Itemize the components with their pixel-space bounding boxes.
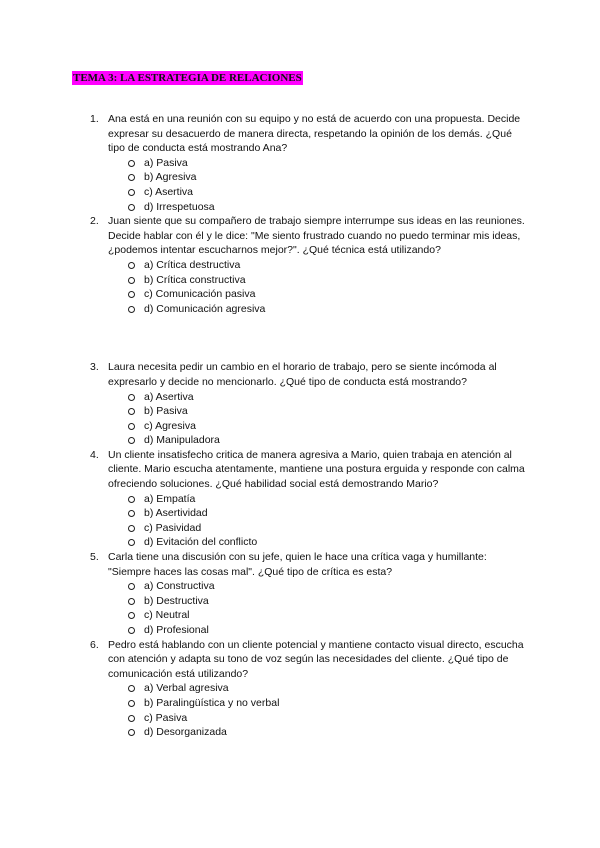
option-item bbox=[108, 711, 530, 726]
option-text: b) Destructiva bbox=[144, 594, 209, 607]
question-item bbox=[72, 448, 530, 550]
option-item bbox=[108, 535, 530, 550]
option-text: b) Paralingüística y no verbal bbox=[144, 696, 280, 709]
question-item bbox=[72, 638, 530, 740]
circle-bullet-icon bbox=[128, 510, 135, 517]
option-text: b) Agresiva bbox=[144, 171, 197, 184]
option-text: c) Asertiva bbox=[144, 185, 194, 198]
option-list bbox=[108, 579, 530, 637]
option-text: c) Comunicación pasiva bbox=[144, 288, 256, 301]
option-text: c) Neutral bbox=[144, 609, 190, 622]
option-item bbox=[108, 492, 530, 507]
option-list bbox=[108, 390, 530, 448]
option-text: a) Constructiva bbox=[144, 580, 215, 593]
option-item bbox=[108, 287, 530, 302]
option-text: a) Verbal agresiva bbox=[144, 682, 229, 695]
option-item bbox=[108, 156, 530, 171]
option-text: c) Pasiva bbox=[144, 711, 188, 724]
option-text: a) Crítica destructiva bbox=[144, 258, 241, 271]
option-text: d) Evitación del conflicto bbox=[144, 536, 258, 549]
question-text: Laura necesita pedir un cambio en el horario de trabajo, pero se siente incómoda al expresarlo y decide no mencionarlo. ¿Qué tipo de conducta está mostrando? bbox=[108, 361, 497, 388]
circle-bullet-icon bbox=[128, 204, 135, 211]
circle-bullet-icon bbox=[128, 277, 135, 284]
option-item bbox=[108, 681, 530, 696]
option-list bbox=[108, 258, 530, 316]
option-item bbox=[108, 521, 530, 536]
option-item bbox=[108, 608, 530, 623]
question-item bbox=[72, 214, 530, 316]
question-number: 2. bbox=[90, 215, 99, 228]
circle-bullet-icon bbox=[128, 525, 135, 532]
option-item bbox=[108, 404, 530, 419]
option-item bbox=[108, 594, 530, 609]
option-item bbox=[108, 258, 530, 273]
circle-bullet-icon bbox=[128, 627, 135, 634]
circle-bullet-icon bbox=[128, 598, 135, 605]
option-text: d) Manipuladora bbox=[144, 434, 220, 447]
circle-bullet-icon bbox=[128, 715, 135, 722]
option-item bbox=[108, 185, 530, 200]
circle-bullet-icon bbox=[128, 291, 135, 298]
circle-bullet-icon bbox=[128, 189, 135, 196]
option-text: c) Agresiva bbox=[144, 419, 196, 432]
circle-bullet-icon bbox=[128, 394, 135, 401]
question-text: Un cliente insatisfecho critica de manera agresiva a Mario, quien trabaja en atención al cliente. Mario escucha atentamente, mantiene una postura erguida y responde con calma ofreciendo soluciones. ¿Qué habilidad social está demostrando Mario? bbox=[108, 448, 525, 491]
circle-bullet-icon bbox=[128, 160, 135, 167]
option-item bbox=[108, 273, 530, 288]
option-list bbox=[108, 681, 530, 739]
option-list bbox=[108, 156, 530, 214]
option-item bbox=[108, 302, 530, 317]
option-text: d) Desorganizada bbox=[144, 726, 227, 739]
question-text: Carla tiene una discusión con su jefe, quien le hace una crítica vaga y humillante: "Siempre haces las cosas mal". ¿Qué tipo de crítica es esta? bbox=[108, 551, 487, 578]
question-item bbox=[72, 550, 530, 638]
page-title: TEMA 3: LA ESTRATEGIA DE RELACIONES bbox=[73, 72, 302, 84]
option-text: a) Empatía bbox=[144, 492, 196, 505]
circle-bullet-icon bbox=[128, 174, 135, 181]
option-text: b) Pasiva bbox=[144, 405, 188, 418]
option-list bbox=[108, 492, 530, 550]
option-item bbox=[108, 506, 530, 521]
option-text: a) Pasiva bbox=[144, 156, 188, 169]
question-number: 6. bbox=[90, 638, 99, 651]
option-text: a) Asertiva bbox=[144, 390, 194, 403]
question-list bbox=[72, 112, 530, 740]
option-text: b) Asertividad bbox=[144, 507, 208, 520]
option-item bbox=[108, 725, 530, 740]
circle-bullet-icon bbox=[128, 583, 135, 590]
blank-space bbox=[72, 316, 530, 360]
option-text: b) Crítica constructiva bbox=[144, 273, 246, 286]
option-item bbox=[108, 696, 530, 711]
question-text: Ana está en una reunión con su equipo y no está de acuerdo con una propuesta. Decide expresar su desacuerdo de manera directa, respetando la opinión de los demás. ¿Qué tipo de conducta está mostrando Ana? bbox=[108, 113, 521, 155]
option-item bbox=[108, 170, 530, 185]
circle-bullet-icon bbox=[128, 700, 135, 707]
question-text: Pedro está hablando con un cliente potencial y mantiene contacto visual directo, escucha con atención y adapta su tono de voz según las necesidades del cliente. ¿Qué tipo de comunicación está utilizando? bbox=[108, 638, 524, 680]
option-item bbox=[108, 623, 530, 638]
circle-bullet-icon bbox=[128, 496, 135, 503]
circle-bullet-icon bbox=[128, 408, 135, 415]
question-number: 1. bbox=[90, 113, 99, 125]
question-item bbox=[72, 112, 530, 214]
question-number: 5. bbox=[90, 551, 99, 564]
option-text: d) Profesional bbox=[144, 624, 209, 636]
option-item bbox=[108, 419, 530, 434]
circle-bullet-icon bbox=[128, 423, 135, 430]
option-text: d) Comunicación agresiva bbox=[144, 302, 266, 315]
option-item bbox=[108, 433, 530, 448]
option-item bbox=[108, 200, 530, 215]
option-text: c) Pasividad bbox=[144, 521, 202, 534]
circle-bullet-icon bbox=[128, 437, 135, 444]
circle-bullet-icon bbox=[128, 612, 135, 619]
circle-bullet-icon bbox=[128, 729, 135, 736]
question-number: 3. bbox=[90, 361, 99, 374]
option-item bbox=[108, 390, 530, 405]
circle-bullet-icon bbox=[128, 262, 135, 269]
question-text: Juan siente que su compañero de trabajo siempre interrumpe sus ideas en las reuniones. Decide hablar con él y le dice: "Me siento frustrado cuando no puedo terminar mis ideas, ¿podemos intentar escucharnos mejor?". ¿Qué técnica está utilizando? bbox=[108, 215, 525, 257]
circle-bullet-icon bbox=[128, 685, 135, 692]
circle-bullet-icon bbox=[128, 306, 135, 313]
option-text: d) Irrespetuosa bbox=[144, 200, 215, 213]
question-item bbox=[72, 360, 530, 448]
circle-bullet-icon bbox=[128, 539, 135, 546]
question-number: 4. bbox=[90, 448, 99, 461]
option-item bbox=[108, 579, 530, 594]
